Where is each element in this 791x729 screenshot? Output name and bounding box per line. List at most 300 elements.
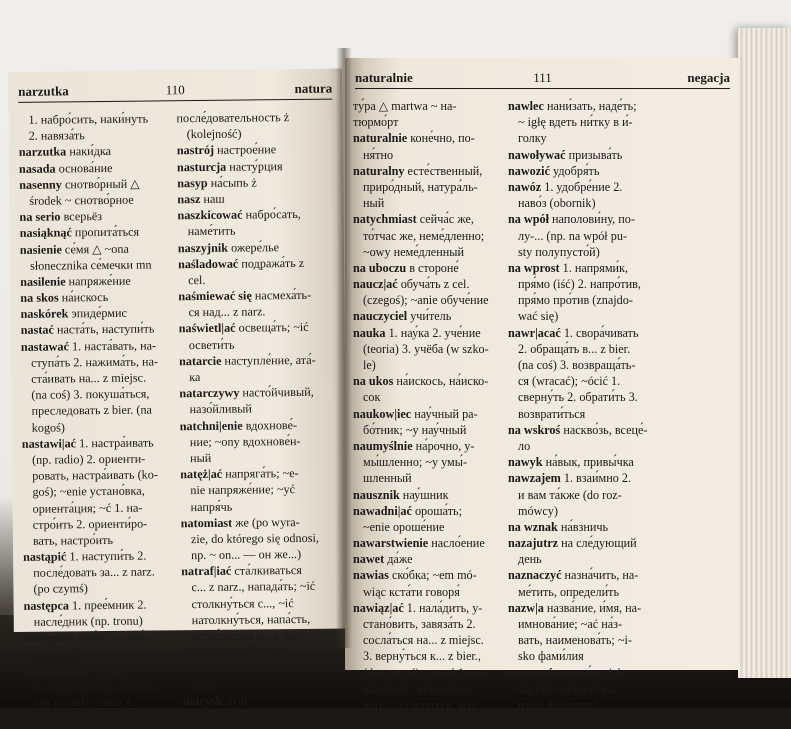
definition-text: стро́ить 2. ориенти́ро- (32, 516, 148, 532)
definition-text: (po czymś) ~stwo 1. (34, 694, 135, 710)
definition-text: вать, настро́ить (32, 532, 114, 548)
headword: nasz (177, 191, 201, 207)
definition-text: столкну́ться с..., ~ić (191, 595, 294, 611)
definition-text: 2. навяза́ть (28, 128, 85, 143)
dictionary-line (20, 224, 168, 242)
dictionary-line (508, 600, 670, 616)
dictionary-line (508, 341, 670, 357)
headword: następca (23, 598, 70, 613)
dictionary-line (508, 584, 670, 600)
definition-text: нау́шник (399, 487, 449, 502)
definition-text: да́же (384, 552, 413, 567)
definition-text: ный (189, 450, 212, 466)
definition-text: подража́ть z (238, 255, 305, 271)
dictionary-line (508, 535, 670, 551)
definition-text: освети́ть (188, 337, 235, 352)
definition-text: назва́ние, и́мя, на- (543, 600, 642, 615)
dictionary-line (22, 434, 170, 452)
headword: nasada (18, 161, 56, 176)
headword: na wznak (508, 519, 558, 534)
dictionary-line (177, 141, 333, 159)
dictionary-line (353, 551, 501, 567)
definition-text: нау́чный ра- (411, 406, 478, 421)
definition-text: зате́м; ~y сле́- (73, 629, 148, 645)
definition-text: напряга́ть; ~e- (222, 466, 299, 481)
definition-text: основа́ние (55, 160, 113, 176)
dictionary-line (508, 308, 670, 324)
headword: na uboczu (353, 260, 407, 275)
dictionary-line (22, 418, 170, 436)
definition-text: лу-... (np. na wpół pu- (518, 228, 627, 243)
dictionary-line (353, 308, 501, 324)
dictionary-line (508, 503, 670, 519)
dictionary-line (508, 260, 670, 276)
dictionary-line (180, 449, 336, 467)
definition-text: ла́живать, устана́вли- (363, 681, 474, 696)
definition-text: ный (363, 196, 385, 211)
definition-text: сосла́ться на... z miejsc. (363, 633, 484, 648)
definition-text: 1. набро́сить, наки́нуть (28, 111, 149, 127)
left-page-header (18, 81, 332, 103)
right-page-number: 111 (533, 70, 552, 85)
headword: nawias (353, 568, 389, 583)
definition-text: ва́ша фами́лия? (518, 697, 599, 712)
dictionary-line (508, 228, 670, 244)
dictionary-line (179, 351, 335, 369)
dictionary-line (353, 179, 501, 195)
headword: nawr|acać (508, 325, 561, 340)
definition-text: дующий (34, 646, 79, 661)
definition-text: напря́чь (190, 499, 233, 514)
definition-text: wać się) (518, 309, 559, 324)
definition-text: насмеха́ть- (251, 287, 312, 303)
definition-text: пря́мо (iść) 2. напро́тив, (518, 277, 641, 292)
dictionary-line (18, 110, 166, 128)
dictionary-line (183, 691, 339, 709)
dictionary-line (508, 697, 670, 713)
dictionary-line (353, 681, 501, 697)
dictionary-line (24, 628, 172, 646)
headword: natraf|iać (181, 563, 232, 579)
dictionary-line (353, 130, 501, 146)
definition-text: ня́тно (363, 147, 394, 162)
headword: nastać (20, 322, 54, 338)
headword: nawadni|ać (353, 503, 412, 518)
definition-text: враща́ться (363, 714, 417, 729)
dictionary-line (508, 292, 670, 308)
dictionary-line (353, 584, 501, 600)
dictionary-line (508, 713, 670, 729)
headword: nasienie (19, 241, 62, 257)
dictionary-line (508, 454, 670, 470)
dictionary-line (19, 159, 167, 177)
dictionary-line (21, 321, 169, 339)
definition-text: напряже́ние (65, 273, 131, 289)
dictionary-line (353, 487, 501, 503)
right-page-column-2 (508, 98, 670, 729)
definition-text: le) (363, 358, 376, 372)
definition-text: эпиде́рмис (68, 306, 127, 321)
headword: nawzajem (508, 471, 561, 486)
definition-text: се́мя △ ~ona (61, 241, 129, 256)
dictionary-line (353, 357, 501, 373)
dictionary-line (21, 402, 169, 420)
definition-text: ка (189, 370, 201, 385)
definition-text: на́взничь (557, 519, 609, 534)
dictionary-line (508, 422, 670, 438)
dictionary-line (182, 675, 338, 693)
definition-text: ровать, настра́ивать (ko- (32, 467, 158, 483)
dictionary-line (353, 454, 501, 470)
headword: natchni|enie (179, 418, 243, 433)
dictionary-line (22, 466, 170, 484)
dictionary-line (353, 616, 501, 632)
dictionary-line (24, 677, 172, 695)
definition-text: натолкну́ться, напа́сть, (191, 611, 311, 627)
dictionary-line (182, 610, 338, 628)
definition-text: освеща́ть; ~ić (235, 320, 309, 336)
definition-text: учи́тель (407, 309, 452, 324)
headword: natomiast (180, 515, 233, 530)
definition-text: вдохнове́- (242, 417, 298, 433)
dictionary-line (180, 465, 336, 483)
dictionary-line (178, 287, 334, 305)
dictionary-line (179, 384, 335, 402)
dictionary-line (179, 335, 335, 353)
dictionary-line (22, 499, 170, 517)
definition-text: np. ~ on... — он же...) (190, 547, 302, 563)
definition-text: 1. нала́дить, у- (403, 600, 483, 615)
dictionary-line (353, 325, 501, 341)
definition-text: sty полупусто́й) (518, 244, 600, 259)
dictionary-line (508, 470, 670, 486)
definition-text: się Pan nazywa? как (518, 681, 619, 696)
headword: naszkicować (177, 207, 243, 223)
definition-text: (na coś) 3. покуша́ться, (31, 386, 150, 402)
definition-text: стано́вить, завяза́ть 2. (363, 617, 476, 631)
definition-text: мы́шленно; ~y умы́- (363, 455, 467, 470)
dictionary-line (179, 319, 335, 337)
dictionary-line (353, 713, 501, 729)
definition-text: шленный (363, 471, 412, 486)
definition-text: насту́рция (226, 158, 283, 174)
dictionary-line (353, 697, 501, 713)
dictionary-line (508, 147, 670, 163)
headword: następ|ować (24, 662, 88, 678)
dictionary-line (508, 567, 670, 583)
definition-text: день (518, 552, 542, 567)
dictionary-line (353, 147, 501, 163)
definition-text: ло (518, 438, 531, 453)
dictionary-line (20, 256, 168, 274)
definition-text: в стороне́ (406, 260, 459, 275)
definition-text: (kolejność) (186, 126, 242, 142)
headword: natrysk (182, 693, 223, 708)
left-page-guide-word-last: natura (294, 80, 333, 96)
dictionary-line (353, 406, 501, 422)
definition-text: приро́дный, натура́ль- (363, 179, 478, 194)
definition-text: снотво́рный △ (61, 176, 140, 192)
headword: negacja (508, 714, 548, 729)
definition-text: 1. свора́чивать (560, 325, 639, 340)
definition-text: 1. наступи́ть 2. (66, 548, 147, 564)
headword: naukow|iec (353, 406, 412, 421)
definition-text: назо́йливый (189, 401, 252, 417)
headword: nawóz (508, 179, 542, 194)
dictionary-line (181, 578, 337, 596)
definition-text: наме́тить (187, 223, 236, 239)
dictionary-line (508, 130, 670, 146)
dictionary-line (353, 98, 501, 114)
definition-text: встре́титься с... z narz. (191, 627, 307, 644)
headword: naturalnie (353, 131, 408, 146)
definition-text: ско́бка; ~em mó- (388, 568, 477, 583)
headword: nazajutrz (508, 536, 559, 551)
definition-text: отрица́ние (547, 714, 606, 729)
dictionary-line (508, 211, 670, 227)
definition-text: после́довать за... z narz. (33, 564, 155, 581)
definition-text: назна́чить, на- (561, 568, 639, 583)
definition-text: сок (363, 390, 381, 405)
headword: natura (182, 709, 219, 725)
definition-text: mówcy) (518, 503, 558, 518)
left-page-column-1 (18, 110, 172, 727)
headword: nastawać (20, 339, 70, 354)
dictionary-line (353, 292, 501, 308)
definition-text: вать, наименова́ть; ~i- (518, 633, 632, 648)
definition-text: насле́дник (np. tronu) (33, 613, 143, 629)
definition-text: пропита́ться (71, 224, 140, 240)
dictionary-line (19, 175, 167, 193)
definition-text: насло́ение (428, 536, 485, 551)
definition-text: удобря́ть (549, 163, 600, 178)
headword: nawarstwienie (353, 536, 429, 551)
definition-text: насто́йчивый, (239, 385, 314, 400)
dictionary-line (181, 529, 337, 547)
dictionary-line (353, 373, 501, 389)
headword: naskórek (20, 306, 69, 322)
dictionary-line (353, 244, 501, 260)
dictionary-line (20, 240, 168, 258)
definition-text: есте́ственный, (404, 163, 483, 178)
dictionary-line (177, 157, 333, 175)
definition-text: ~ igłę вдеть ни́тку в и́- (518, 115, 633, 130)
dictionary-line (508, 632, 670, 648)
definition-text: słonecznika се́мечки mn (29, 257, 152, 273)
definition-text: вый (192, 677, 213, 692)
headword: naucz|ać (353, 277, 398, 292)
headword: natychmiast (353, 212, 417, 227)
definition-text: наста́ть, наступи́ть (53, 321, 155, 337)
dictionary-line (20, 272, 168, 290)
dictionary-line (24, 612, 172, 630)
dictionary-line (177, 173, 333, 191)
dictionary-line (23, 580, 171, 598)
dictionary-line (177, 206, 333, 224)
definition-text: ся над... z narz. (188, 304, 266, 320)
dictionary-line (508, 438, 670, 454)
dictionary-line (21, 353, 169, 371)
headword: naturalny (353, 163, 405, 178)
headword: naświetl|ać (178, 321, 236, 336)
definition-text: навя́зчивый, (226, 644, 294, 659)
definition-text: ся (wracać); ~ócić 1. (518, 374, 621, 389)
definition-text: на́рочно, у- (412, 438, 475, 453)
headword: naszyjnik (177, 240, 229, 255)
definition-text: ороша́ть; (411, 503, 462, 518)
definition-text: душ (222, 693, 248, 708)
dictionary-line (183, 708, 339, 726)
dictionary-line (508, 519, 670, 535)
dictionary-line (23, 547, 171, 565)
definition-text: ~owy неме́дленный (363, 244, 464, 259)
definition-text: и вам та́кже (do roz- (518, 487, 622, 502)
dictionary-line (353, 114, 501, 130)
definition-text: nie напряже́ние; ~yć (190, 482, 296, 498)
headword: narzutka (18, 144, 67, 160)
left-page-guide-word-first: narzutka (18, 83, 69, 99)
definition-text: (do czegoś) ~ywać 1. на- (363, 665, 487, 680)
dictionary-line (353, 470, 501, 486)
headword: nawlec (508, 99, 544, 113)
definition-text: sko фами́лия (518, 649, 584, 664)
dictionary-line (353, 341, 501, 357)
headword: na serio (19, 209, 61, 225)
dictionary-line (181, 546, 337, 564)
dictionary-line (23, 531, 171, 549)
headword: nazw|a (508, 600, 544, 615)
definition-text: środek ~ снотво́рное (29, 192, 134, 208)
definition-text: тюрмо́рт (353, 115, 399, 130)
definition-text: коне́чно, по- (407, 131, 475, 146)
definition-text: сейча́с же, (416, 212, 474, 227)
dictionary-line (19, 127, 167, 145)
headword: nasenny (19, 177, 62, 192)
dictionary-line (21, 369, 169, 387)
definition-text: наки́дка (66, 144, 112, 159)
definition-text: 3. верну́ться к... z bier., (363, 649, 481, 664)
dictionary-line (353, 665, 501, 681)
dictionary-line (19, 207, 167, 225)
right-page-column-1 (353, 98, 501, 729)
dictionary-line (182, 627, 338, 645)
headword: naśladować (177, 256, 239, 271)
definition-text: неотвя́зный, назо́йли- (192, 660, 305, 676)
dictionary-line (178, 222, 334, 240)
dictionary-line (178, 270, 334, 288)
definition-text: 1. взаи́мно 2. (560, 471, 632, 486)
dictionary-line (25, 709, 173, 727)
definition-text: вать 2. ссыла́ться, воз- (363, 697, 479, 712)
dictionary-line (178, 254, 334, 272)
definition-text: наво́з (obornik) (518, 196, 596, 211)
headword: nausznik (353, 487, 400, 502)
dictionary-line (19, 143, 167, 161)
definition-text: kogoś) (31, 419, 65, 435)
definition-text: (po czymś) (33, 581, 88, 597)
dictionary-line (508, 681, 670, 697)
definition-text: наполови́ну, по- (548, 212, 635, 227)
left-page-number: 110 (165, 82, 185, 98)
headword: natrętny (182, 644, 227, 660)
definition-text: ~enie ороше́ние (363, 519, 445, 534)
dictionary-line (182, 659, 338, 677)
headword: natarczywy (179, 385, 240, 401)
dictionary-line (20, 288, 168, 306)
dictionary-line (353, 438, 501, 454)
dictionary-line (177, 125, 333, 143)
headword: nawet (353, 552, 385, 567)
left-page-column-2 (176, 109, 338, 726)
definition-text: набро́сать, (242, 207, 301, 222)
headword: naśmiewać się (178, 288, 252, 304)
definition-text: возврати́ться (518, 406, 586, 421)
definition-text: 1. наступа́ть (87, 661, 154, 677)
definition-text: 1. прее́мник 2. (68, 597, 147, 613)
right-page-header (355, 70, 730, 89)
definition-text: наступле́ние, ата́- (221, 352, 316, 368)
headword: na wpół (508, 212, 549, 227)
headword: na wprost (508, 260, 560, 275)
headword: nauka (353, 325, 386, 340)
definition-text: настрое́ние (214, 142, 277, 158)
definition-text: 1. нау́ка 2. уче́ние (385, 325, 481, 340)
dictionary-line (179, 368, 335, 386)
dictionary-line (508, 357, 670, 373)
dictionary-line (23, 515, 171, 533)
dictionary-line (508, 98, 670, 114)
dictionary-line (19, 191, 167, 209)
definition-text: призыва́ть (565, 147, 623, 162)
dictionary-line (508, 276, 670, 292)
dictionary-line (181, 562, 337, 580)
definition-text: ние; ~ony вдохнове́н- (189, 433, 301, 449)
dictionary-line (508, 648, 670, 664)
definition-text: 2. обраща́ть в... z bier. (518, 341, 631, 356)
definition-text: (na coś) 3. возвраща́ть- (518, 358, 636, 372)
definition-text: на сле́дующий (558, 536, 637, 551)
dictionary-line (23, 564, 171, 582)
headword: następnie (23, 630, 74, 645)
book-page-edges (738, 28, 791, 678)
definition-text: с... z narz., напада́ть; ~ić (191, 579, 316, 595)
definition-text: на́вык, привы́чка (542, 455, 634, 470)
dictionary-line (21, 337, 169, 355)
dictionary-line (353, 228, 501, 244)
dictionary-line (24, 645, 172, 663)
definition-text: имнова́ние; ~ać на́з- (518, 617, 623, 631)
definition-text: преследовать z bier. (na (31, 402, 152, 419)
headword: naznaczyć (508, 568, 562, 583)
headword: nazywać (508, 665, 553, 680)
definition-text: (teoria) 3. учёба (w szko- (363, 341, 489, 356)
definition-text: наш (200, 191, 225, 206)
definition-text: пря́мо про́тив (znajdo- (518, 293, 633, 308)
dictionary-line (353, 648, 501, 664)
headword: na wskroś (508, 422, 561, 437)
headword: nasiąknąć (19, 225, 72, 241)
dictionary-line (180, 481, 336, 499)
dictionary-line (508, 325, 670, 341)
dictionary-line (24, 596, 172, 614)
definition-text: ступа́ть 2. нажима́ть, на- (30, 354, 159, 370)
definition-text: ту́ра △ martwa ~ на- (353, 99, 457, 113)
dictionary-line (508, 195, 670, 211)
definition-text: 1. удобре́ние 2. (541, 179, 623, 194)
dictionary-line (182, 643, 338, 661)
definition-text: нани́зать, наде́ть; (543, 99, 637, 113)
dictionary-line (508, 406, 670, 422)
